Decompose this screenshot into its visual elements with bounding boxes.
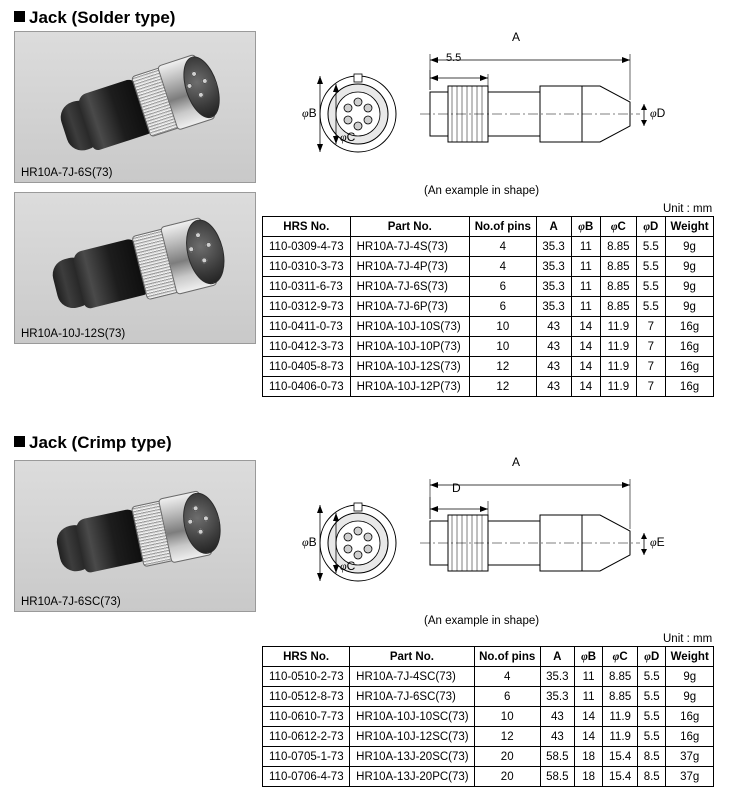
cell-pins: 10 (469, 337, 536, 357)
cell-weight: 9g (666, 277, 714, 297)
unit-note-solder: Unit : mm (663, 203, 713, 215)
cell-d: 5.5 (638, 707, 666, 727)
table-row (263, 727, 714, 747)
cell-c: 15.4 (603, 767, 638, 787)
table-row (263, 277, 714, 297)
col-phi-c: φC (601, 217, 637, 237)
cell-c: 11.9 (601, 337, 637, 357)
spec-table-solder (262, 216, 714, 397)
table-row (263, 687, 714, 707)
cell-b: 14 (571, 317, 600, 337)
cell-pins: 4 (469, 257, 536, 277)
cell-d: 8.5 (638, 767, 666, 787)
cell-hrs-no: 110-0706-4-73 (263, 767, 350, 787)
cell-b: 11 (571, 277, 600, 297)
cell-hrs-no: 110-0312-9-73 (263, 297, 351, 317)
dimension-drawing-solder (300, 30, 730, 185)
cell-c: 8.85 (601, 237, 637, 257)
cell-a: 35.3 (540, 667, 574, 687)
cell-hrs-no: 110-0310-3-73 (263, 257, 351, 277)
cell-a: 35.3 (536, 257, 571, 277)
table-row (263, 237, 714, 257)
cell-c: 8.85 (601, 297, 637, 317)
cell-hrs-no: 110-0405-8-73 (263, 357, 351, 377)
col-no-of-pins: No.of pins (474, 647, 540, 667)
cell-b: 14 (571, 377, 600, 397)
cell-part-no: HR10A-10J-12S(73) (350, 357, 469, 377)
cell-part-no: HR10A-10J-10SC(73) (350, 707, 474, 727)
cell-a: 35.3 (536, 277, 571, 297)
cell-d: 5.5 (638, 727, 666, 747)
col-part-no: Part No. (350, 647, 474, 667)
col-hrs-no: HRS No. (263, 647, 350, 667)
col-phi-d: φD (638, 647, 666, 667)
cell-d: 5.5 (638, 667, 666, 687)
cell-a: 35.3 (536, 297, 571, 317)
cell-weight: 16g (666, 707, 714, 727)
cell-hrs-no: 110-0512-8-73 (263, 687, 350, 707)
cell-part-no: HR10A-13J-20PC(73) (350, 767, 474, 787)
col-phi-b: φB (571, 217, 600, 237)
cell-d: 7 (636, 357, 665, 377)
table-row (263, 767, 714, 787)
cell-hrs-no: 110-0612-2-73 (263, 727, 350, 747)
cell-weight: 16g (666, 337, 714, 357)
cell-b: 11 (574, 667, 602, 687)
dim-label-phi-e: φE (650, 535, 665, 549)
cell-pins: 4 (469, 237, 536, 257)
photo-caption: HR10A-10J-12S(73) (21, 328, 126, 340)
cell-c: 11.9 (601, 377, 637, 397)
cell-d: 7 (636, 377, 665, 397)
cell-part-no: HR10A-7J-4S(73) (350, 237, 469, 257)
cell-b: 11 (571, 237, 600, 257)
table-row (263, 707, 714, 727)
dim-label-phi-c: φC (340, 130, 356, 144)
col-no-of-pins: No.of pins (469, 217, 536, 237)
cell-c: 11.9 (601, 317, 637, 337)
cell-weight: 9g (666, 297, 714, 317)
dim-label-a: A (512, 30, 521, 44)
square-bullet-icon (14, 436, 25, 447)
cell-weight: 37g (666, 767, 714, 787)
dimension-drawing-crimp (300, 455, 730, 610)
cell-part-no: HR10A-7J-6S(73) (350, 277, 469, 297)
col-phi-d: φD (636, 217, 665, 237)
table-row (263, 667, 714, 687)
col-phi-c: φC (603, 647, 638, 667)
col-phi-b: φB (574, 647, 602, 667)
table-row (263, 317, 714, 337)
drawing-svg (300, 455, 730, 610)
cell-hrs-no: 110-0411-0-73 (263, 317, 351, 337)
cell-c: 11.9 (603, 727, 638, 747)
cell-part-no: HR10A-10J-10S(73) (350, 317, 469, 337)
photo-caption: HR10A-7J-6SC(73) (21, 596, 121, 608)
cell-b: 11 (574, 687, 602, 707)
col-part-no: Part No. (350, 217, 469, 237)
cell-a: 35.3 (540, 687, 574, 707)
dim-label-offset: D (452, 481, 461, 495)
cell-part-no: HR10A-13J-20SC(73) (350, 747, 474, 767)
cell-part-no: HR10A-10J-10P(73) (350, 337, 469, 357)
cell-a: 43 (540, 707, 574, 727)
product-photo-hr10a-7j-6sc (14, 460, 256, 612)
cell-pins: 12 (469, 377, 536, 397)
cell-d: 7 (636, 337, 665, 357)
cell-hrs-no: 110-0309-4-73 (263, 237, 351, 257)
photo-caption: HR10A-7J-6S(73) (21, 167, 113, 179)
cell-hrs-no: 110-0412-3-73 (263, 337, 351, 357)
cell-weight: 37g (666, 747, 714, 767)
cell-d: 5.5 (636, 297, 665, 317)
cell-c: 8.85 (601, 277, 637, 297)
cell-pins: 20 (474, 747, 540, 767)
cell-part-no: HR10A-7J-4SC(73) (350, 667, 474, 687)
cell-a: 43 (536, 357, 571, 377)
cell-a: 43 (536, 377, 571, 397)
cell-c: 8.85 (603, 667, 638, 687)
cell-c: 15.4 (603, 747, 638, 767)
cell-c: 11.9 (603, 707, 638, 727)
cell-b: 11 (571, 257, 600, 277)
table-row (263, 357, 714, 377)
product-photo-hr10a-10j-12s (14, 192, 256, 344)
cell-hrs-no: 110-0311-6-73 (263, 277, 351, 297)
cell-hrs-no: 110-0406-0-73 (263, 377, 351, 397)
cell-a: 43 (536, 317, 571, 337)
cell-part-no: HR10A-7J-6SC(73) (350, 687, 474, 707)
cell-d: 5.5 (636, 237, 665, 257)
cell-weight: 9g (666, 667, 714, 687)
cell-weight: 16g (666, 357, 714, 377)
table-row (263, 377, 714, 397)
cell-hrs-no: 110-0510-2-73 (263, 667, 350, 687)
cell-a: 58.5 (540, 767, 574, 787)
cell-pins: 6 (469, 297, 536, 317)
cell-c: 8.85 (603, 687, 638, 707)
cell-b: 14 (574, 707, 602, 727)
cell-weight: 16g (666, 377, 714, 397)
cell-weight: 9g (666, 237, 714, 257)
cell-a: 35.3 (536, 237, 571, 257)
dim-label-phi-c: φC (340, 559, 356, 573)
cell-b: 14 (571, 337, 600, 357)
cell-pins: 6 (474, 687, 540, 707)
dim-label-phi-b: φB (302, 106, 317, 120)
cell-b: 18 (574, 747, 602, 767)
cell-pins: 20 (474, 767, 540, 787)
cell-pins: 4 (474, 667, 540, 687)
unit-note-crimp: Unit : mm (663, 633, 713, 645)
table-row (263, 297, 714, 317)
col-weight: Weight (666, 217, 714, 237)
cell-b: 14 (574, 727, 602, 747)
table-row (263, 337, 714, 357)
cell-part-no: HR10A-10J-12SC(73) (350, 727, 474, 747)
cell-hrs-no: 110-0610-7-73 (263, 707, 350, 727)
example-note-crimp: (An example in shape) (424, 615, 540, 627)
cell-pins: 12 (469, 357, 536, 377)
table-header-row (263, 647, 714, 667)
cell-weight: 16g (666, 727, 714, 747)
cell-weight: 9g (666, 687, 714, 707)
cell-d: 8.5 (638, 747, 666, 767)
cell-part-no: HR10A-10J-12P(73) (350, 377, 469, 397)
drawing-svg (300, 30, 730, 185)
dim-label-offset: 5.5 (446, 52, 462, 64)
cell-b: 11 (571, 297, 600, 317)
example-note-solder: (An example in shape) (424, 185, 540, 197)
cell-weight: 16g (666, 317, 714, 337)
cell-pins: 6 (469, 277, 536, 297)
cell-d: 5.5 (636, 277, 665, 297)
square-bullet-icon (14, 11, 25, 22)
col-a: A (540, 647, 574, 667)
cell-c: 8.85 (601, 257, 637, 277)
cell-c: 11.9 (601, 357, 637, 377)
cell-pins: 10 (469, 317, 536, 337)
dim-label-phi-d: φD (650, 106, 666, 120)
cell-d: 5.5 (636, 257, 665, 277)
col-a: A (536, 217, 571, 237)
section-title-solder: Jack (Solder type) (14, 8, 175, 28)
cell-pins: 12 (474, 727, 540, 747)
table-header-row (263, 217, 714, 237)
dim-label-phi-b: φB (302, 535, 317, 549)
cell-a: 58.5 (540, 747, 574, 767)
table-row (263, 257, 714, 277)
cell-part-no: HR10A-7J-4P(73) (350, 257, 469, 277)
dim-label-a: A (512, 455, 521, 469)
table-row (263, 747, 714, 767)
cell-pins: 10 (474, 707, 540, 727)
cell-d: 7 (636, 317, 665, 337)
cell-b: 18 (574, 767, 602, 787)
cell-weight: 9g (666, 257, 714, 277)
cell-a: 43 (536, 337, 571, 357)
col-weight: Weight (666, 647, 714, 667)
cell-a: 43 (540, 727, 574, 747)
cell-part-no: HR10A-7J-6P(73) (350, 297, 469, 317)
cell-b: 14 (571, 357, 600, 377)
spec-table-crimp (262, 646, 714, 787)
cell-d: 5.5 (638, 687, 666, 707)
product-photo-hr10a-7j-6s (14, 31, 256, 183)
section-title-crimp: Jack (Crimp type) (14, 433, 172, 453)
col-hrs-no: HRS No. (263, 217, 351, 237)
cell-hrs-no: 110-0705-1-73 (263, 747, 350, 767)
